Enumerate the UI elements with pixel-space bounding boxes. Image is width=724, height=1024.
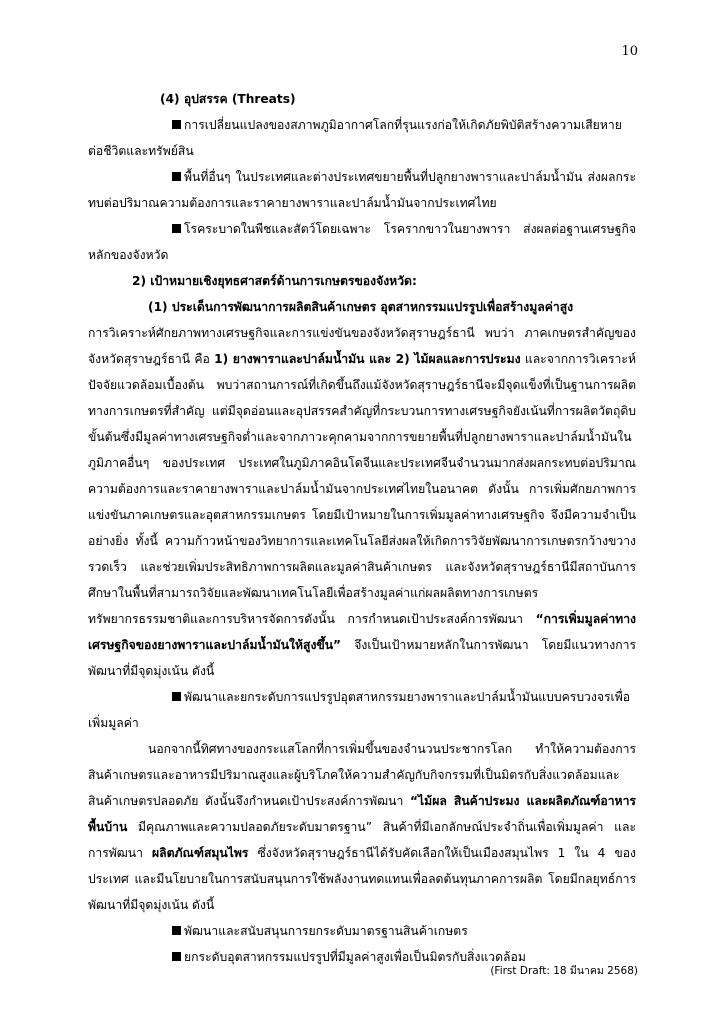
emphasis-text: 1) ยางพาราและปาล์มน้ำมัน และ 2) ไม้ผลและการประมง (214, 352, 521, 366)
threat-text: โรคระบาดในพืชและสัตว์โดยเฉพาะ โรครากขาวในยางพารา ส่งผลต่อฐานเศรษฐกิจหลักของจังหวัด (88, 222, 636, 262)
threat-item (88, 112, 636, 164)
square-bullet-icon (172, 926, 181, 935)
analysis-paragraph (88, 320, 636, 684)
paragraph-text: การวิเคราะห์ศักยภาพทางเศรษฐกิจและการแข่งขันของจังหวัดสุราษฎร์ธานี พบว่า ภาคเกษตรสำคัญของจังหวัดสุราษฎร์ธานี คือ (88, 326, 636, 366)
page-number: 10 (621, 44, 638, 59)
draft-footer: (First Draft: 18 มีนาคม 2568) (490, 965, 638, 977)
paragraph-text: และจากการวิเคราะห์ปัจจัยแวดล้อมเบื้องต้น พบว่าสถานการณ์ที่เกิดขึ้นถึงแม้จังหวัดสุราษฎร์ธานีจะมีจุดแข็งที่เป็นฐานการผลิตทางการเกษตรที่สำคัญ แต่มีจุดอ่อนและอุปสรรคสำคัญที่กระบวนการทางเศรษฐกิจยังเน้นที่การผลิตวัตถุดิบขั้นต้นซึ่งมีมูลค่าทางเศรษฐกิจต่ำและจากภาวะคุกคามจากการขยายพื้นที่ปลูกยางพาราและปาล์มน้ำมันในภูมิภาคอื่นๆ ของประเทศ ประเทศในภูมิภาคอินโดจีนและประเทศจีนจำนวนมากส่งผลกระทบต่อปริมาณ ความต้องการและราคายางพาราและปาล์มน้ำมันจากประเทศไทยในอนาคต ดังนั้น การเพิ่มศักยภาพการแข่งขันภาคเกษตรและอุตสาหกรรมเกษตร โดยมีเป้าหมายในการเพิ่มมูลค่าทางเศรษฐกิจ จึงมีความจำเป็นอย่างยิ่ง ทั้งนี้ ความก้าวหน้าของวิทยาการและเทคโนโลยีส่งผลให้เกิดการวิจัยพัฒนาการเกษตรกว้างขวางรวดเร็ว และช่วยเพิ่มประสิทธิภาพการผลิตและมูลค่าสินค้าเกษตร และจังหวัดสุราษฎร์ธานีมีสถาบันการศึกษาในพื้นที่สามารถวิจัยและพัฒนาเทคโนโลยีเพื่อสร้างมูลค่าแก่ผลผลิตทางการเกษตร ทรัพยากรธรรมชาติและการบริหารจัดการดังนั้น การกำหนดเป้าประสงค์การพัฒนา (88, 352, 636, 626)
document-body (88, 86, 636, 970)
threat-text: การเปลี่ยนแปลงของสภาพภูมิอากาศโลกที่รุนแรงก่อให้เกิดภัยพิบัติสร้างความเสียหายต่อชีวิตและทรัพย์สิน (88, 118, 622, 158)
strategy-bullet (88, 918, 636, 944)
paragraph-text: นอกจากนี้ทิศทางของกระแสโลกที่การเพิ่มขึ้นของจำนวนประชากรโลก ทำให้ความต้องการสินค้าเกษตรและอาหารมีปริมาณสูงและผู้บริโภคให้ความสำคัญกับกิจกรรมที่เป็นมิตรกับสิ่งแวดล้อมและสินค้าเกษตรปลอดภัย ดังนั้นจึงกำหนดเป้าประสงค์การพัฒนา (88, 742, 636, 808)
threat-text: พื้นที่อื่นๆ ในประเทศและต่างประเทศขยายพื้นที่ปลูกยางพาราและปาล์มน้ำมัน ส่งผลกระทบต่อปริมาณความต้องการและราคายางพาราและปาล์มน้ำมันจากประเทศไทย (88, 170, 636, 210)
square-bullet-icon (172, 692, 181, 701)
threat-item (88, 164, 636, 216)
square-bullet-icon (172, 224, 181, 233)
emphasis-text: “ไม้ผล สินค้าประมง และผลิตภัณฑ์อาหารพื้นบ้าน (88, 794, 636, 834)
strategy-bullet (88, 684, 636, 736)
paragraph-text: จึงเป็นเป้าหมายหลักในการพัฒนา โดยมีแนวทางการพัฒนาที่มีจุดมุ่งเน้น ดังนี้ (88, 638, 636, 678)
emphasis-text: “การเพิ่มมูลค่าทางเศรษฐกิจของยางพาราและปาล์มน้ำมันให้สูงขึ้น” (88, 612, 636, 652)
bullet-text: พัฒนาและยกระดับการแปรรูปอุตสาหกรรมยางพาราและปาล์มน้ำมันแบบครบวงจรเพื่อเพิ่มมูลค่า (88, 690, 631, 730)
threat-item (88, 216, 636, 268)
square-bullet-icon (172, 172, 181, 181)
bullet-text: ยกระดับอุตสาหกรรมแปรรูปที่มีมูลค่าสูงเพื่อเป็นมิตรกับสิ่งแวดล้อม (184, 950, 526, 964)
square-bullet-icon (172, 120, 181, 129)
trend-paragraph (88, 736, 636, 918)
threats-heading: (4) อุปสรรค (Threats) (160, 92, 296, 106)
emphasis-text: ผลิตภัณฑ์สมุนไพร (151, 846, 249, 860)
paragraph-text: ซึ่งจังหวัดสุราษฎร์ธานีได้รับคัดเลือกให้เป็นเมืองสมุนไพร 1 ใน 4 ของประเทศ และมีนโยบายในการสนับสนุนการใช้พลังงานทดแทนเพื่อลดต้นทุนภาคการผลิต โดยมีกลยุทธ์การพัฒนาที่มีจุดมุ่งเน้น ดังนี้ (88, 846, 636, 912)
section-heading: 2) เป้าหมายเชิงยุทธศาสตร์ด้านการเกษตรของจังหวัด: (132, 274, 417, 288)
bullet-text: พัฒนาและสนับสนุนการยกระดับมาตรฐานสินค้าเกษตร (184, 924, 468, 938)
issue-heading: (1) ประเด็นการพัฒนาการผลิตสินค้าเกษตร อุตสาหกรรมแปรรูปเพื่อสร้างมูลค่าสูง (148, 300, 574, 314)
paragraph-text: มีคุณภาพและความปลอดภัยระดับมาตรฐาน” สินค้าที่มีเอกลักษณ์ประจำถิ่นเพื่อเพิ่มมูลค่า และการพัฒนา (88, 820, 636, 860)
square-bullet-icon (172, 952, 181, 961)
